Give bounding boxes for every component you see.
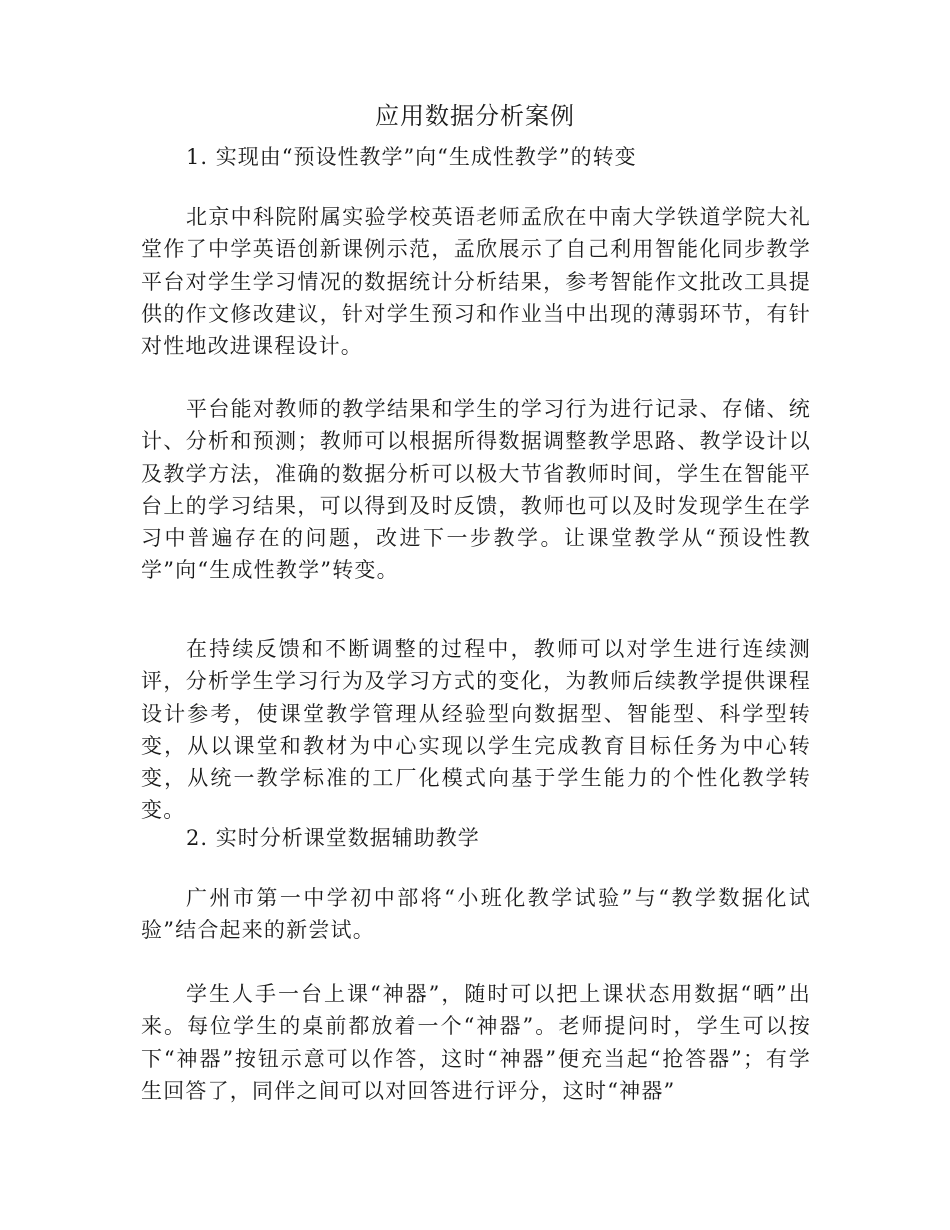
section-1-paragraph-1: 北京中科院附属实验学校英语老师孟欣在中南大学铁道学院大礼堂作了中学英语创新课例示范，孟欣展示了自己利用智能化同步教学平台对学生学习情况的数据统计分析结果，参考智能作文批改工具提供的作文修改建议，针对学生预习和作业当中出现的薄弱环节，有针对性地改进课程设计。 [141,205,811,359]
section-1-heading: 1. 实现由“预设性教学”向“生成性教学”的转变 [186,145,637,169]
document-title: 应用数据分析案例 [375,102,575,130]
section-1-paragraph-3: 在持续反馈和不断调整的过程中，教师可以对学生进行连续测评，分析学生学习行为及学习方式的变化，为教师后续教学提供课程设计参考，使课堂教学管理从经验型向数据型、智能型、科学型转变，从以课堂和教材为中心实现以学生完成教育目标任务为中心转变，从统一教学标准的工厂化模式向基于学生能力的个性化教学转变。 [141,637,811,823]
section-2-heading: 2. 实时分析课堂数据辅助教学 [186,826,480,850]
section-1-paragraph-2: 平台能对教师的教学结果和学生的学习行为进行记录、存储、统计、分析和预测；教师可以根据所得数据调整教学思路、教学设计以及教学方法，准确的数据分析可以极大节省教师时间，学生在智能平台上的学习结果，可以得到及时反馈，教师也可以及时发现学生在学习中普遍存在的问题，改进下一步教学。让课堂教学从“预设性教学”向“生成性教学”转变。 [141,397,811,583]
section-2-paragraph-2: 学生人手一台上课“神器”，随时可以把上课状态用数据“晒”出来。每位学生的桌前都放着一个“神器”。老师提问时，学生可以按下“神器”按钮示意可以作答，这时“神器”便充当起“抢答器”；有学生回答了，同伴之间可以对回答进行评分，这时“神器” [141,982,811,1103]
section-2-paragraph-1: 广州市第一中学初中部将“小班化教学试验”与“教学数据化试验”结合起来的新尝试。 [141,886,811,943]
